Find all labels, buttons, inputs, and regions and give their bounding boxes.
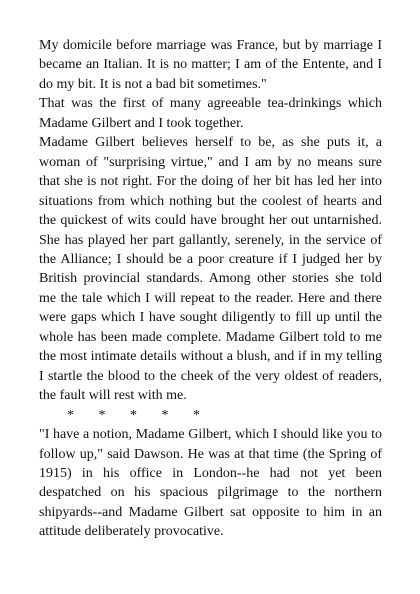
- paragraph-surprising-virtue: Madame Gilbert believes herself to be, as she puts it, a woman of "surprising virtue," and I am by no means sure that she is not right. For the doing of her bit has led her into situations from which nothing but the coolest of hearts and the quickest of wits could have brought her out untarnished. She has played her part gallantly, serenely, in the service of the Alliance; I should be a poor creature if I judged her by British provincial standards. Among other stories she told me the tale which I will repeat to the reader. Here and there were gaps which I have sought diligently to fill up until the whole has been made complete. Madame Gilbert told to me the most intimate details without a blush, and if in my telling I startle the blood to the cheek of the very oldest of readers, the fault will rest with me.: [39, 135, 382, 404]
- section-break: * * * * *: [67, 407, 200, 423]
- document-page: [39, 36, 382, 542]
- paragraph-tea-drinkings: That was the first of many agreeable tea-drinkings which Madame Gilbert and I took together.: [39, 96, 382, 131]
- paragraph-domicile: My domicile before marriage was France, but by marriage I became an Italian. It is no matter; I am of the Entente, and I do my bit. It is not a bad bit sometimes.": [39, 38, 382, 92]
- paragraph-dawson: "I have a notion, Madame Gilbert, which I should like you to follow up," said Dawson. He was at that time (the Spring of 1915) in his office in London--he had not yet been despatched on his spacious pilgrimage to the northern shipyards--and Madame Gilbert sat opposite to him in an attitude deliberately provocative.: [39, 427, 382, 540]
